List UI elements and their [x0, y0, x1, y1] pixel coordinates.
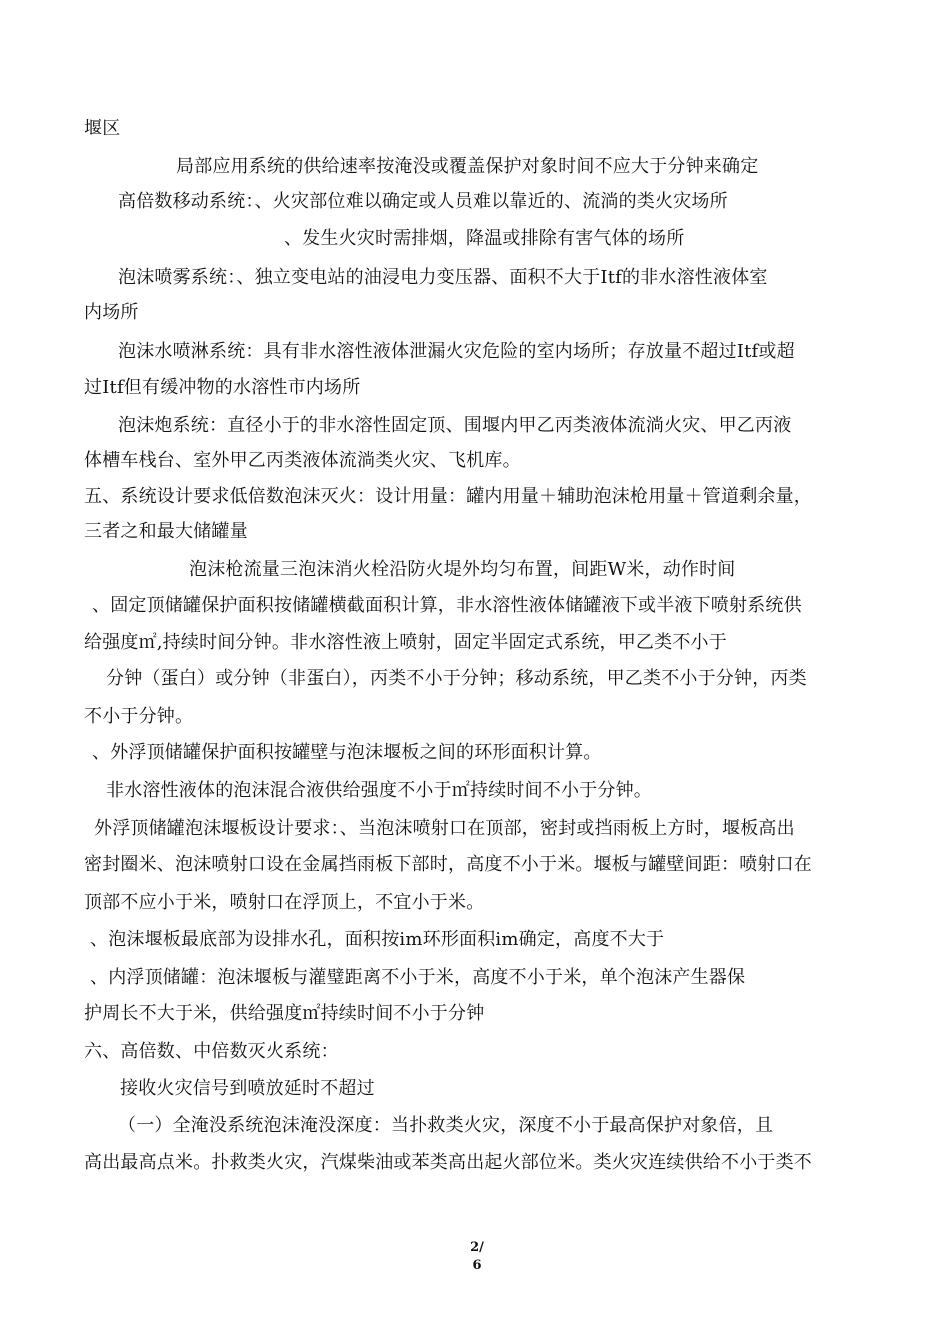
text-line: 内场所	[84, 302, 139, 323]
text-line: 过Itf但有缓冲物的水溶性市内场所	[84, 377, 361, 398]
text-line: 护周长不大于米，供给强度㎡持续时间不小于分钟	[84, 1003, 485, 1024]
text-line: 、固定顶储罐保护面积按储罐横截面积计算，非水溶性液体储罐液下或半液下喷射系统供	[92, 595, 802, 616]
text-line: 泡沫水喷淋系统：具有非水溶性液体泄漏火灾危险的室内场所；存放量不超过Itf或超	[118, 341, 795, 362]
text-line: 、发生火灾时需排烟，降温或排除有害气体的场所	[284, 228, 685, 249]
text-line: 密封圈米、泡沫喷射口设在金属挡雨板下部时，高度不小于米。堰板与罐壁间距：喷射口在	[84, 854, 812, 875]
text-line: 泡沫枪流量三泡沫消火栓沿防火堤外均匀布置，间距W米，动作时间	[189, 559, 736, 580]
page-number-total: 6	[472, 1258, 482, 1273]
text-line: （一）全淹没系统泡沫淹没深度：当扑救类火灾，深度不小于最高保护对象倍，且	[118, 1115, 774, 1136]
text-line: 高出最高点米。扑救类火灾，汽煤柴油或苯类高出起火部位米。类火灾连续供给不小于类不	[84, 1152, 812, 1173]
text-line: 高倍数移动系统：、火灾部位难以确定或人员难以靠近的、流淌的类火灾场所	[118, 191, 728, 212]
text-line: 三者之和最大储罐量	[84, 521, 248, 542]
text-line: 、泡沫堰板最底部为设排水孔，面积按im环形面积im确定，高度不大于	[90, 929, 665, 950]
section-heading: 五、系统设计要求低倍数泡沫灭火：设计用量：罐内用量＋辅助泡沫枪用量＋管道剩余量，	[84, 486, 812, 507]
text-line: 不小于分钟。	[84, 706, 194, 727]
section-heading: 六、高倍数、中倍数灭火系统：	[84, 1041, 339, 1062]
text-line: 、外浮顶储罐保护面积按罐壁与泡沫堰板之间的环形面积计算。	[92, 742, 602, 763]
text-line: 接收火灾信号到喷放延时不超过	[120, 1078, 375, 1099]
text-line: 非水溶性液体的泡沫混合液供给强度不小于㎡持续时间不小于分钟。	[106, 780, 652, 801]
text-line: 局部应用系统的供给速率按淹没或覆盖保护对象时间不应大于分钟来确定	[176, 156, 759, 177]
text-line: 外浮顶储罐泡沫堰板设计要求：、当泡沫喷射口在顶部，密封或挡雨板上方时，堰板高出	[94, 818, 795, 839]
text-line: 、内浮顶储罐：泡沫堰板与灌璧距离不小于米，高度不小于米，单个泡沫产生器保	[90, 967, 746, 988]
text-line: 给强度㎡,持续时间分钟。非水溶性液上喷射，固定半固定式系统，甲乙类不小于	[84, 632, 727, 653]
page-number: 2/	[470, 1240, 484, 1255]
text-line: 堰区	[84, 118, 121, 139]
text-line: 泡沫喷雾系统：、独立变电站的油浸电力变压器、面积不大于Itf的非水溶性液体室	[118, 267, 768, 288]
text-line: 体槽车栈台、室外甲乙丙类液体流淌类火灾、飞机库。	[84, 450, 521, 471]
text-line: 泡沫炮系统：直径小于的非水溶性固定顶、围堰内甲乙丙类液体流淌火灾、甲乙丙液	[118, 415, 792, 436]
text-line: 分钟（蛋白）或分钟（非蛋白），丙类不小于分钟；移动系统，甲乙类不小于分钟，丙类	[106, 668, 807, 689]
text-line: 顶部不应小于米，喷射口在浮顶上，不宜小于米。	[84, 892, 485, 913]
